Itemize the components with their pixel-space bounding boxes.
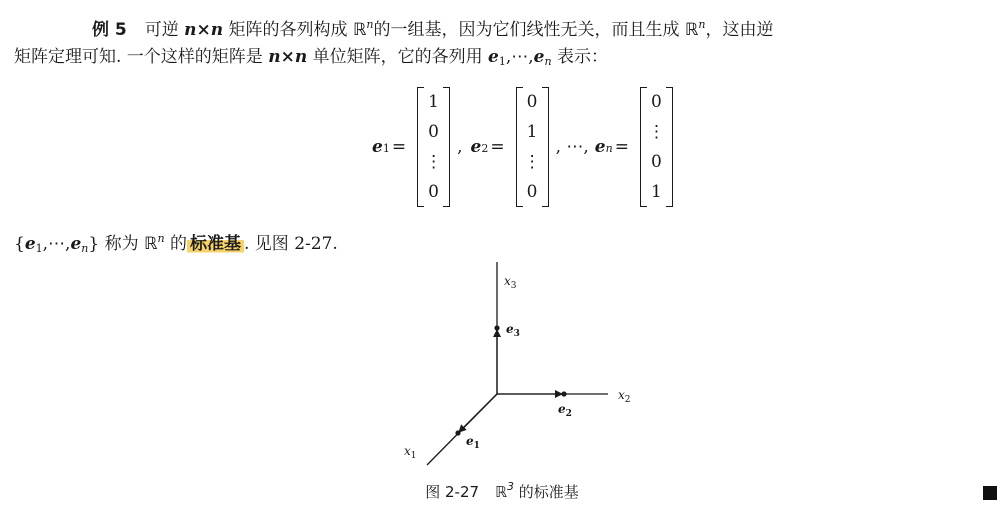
example-label: 例 5 <box>92 20 127 40</box>
matrix-e2 <box>516 87 549 207</box>
matrix-cell: 0 <box>651 92 662 112</box>
e1-vector <box>459 394 497 432</box>
matrix-cell: 0 <box>428 122 439 142</box>
text-segment: 称为 <box>104 234 139 254</box>
r3-exponent: 3 <box>506 480 514 493</box>
equals-sign: = <box>614 137 629 157</box>
e3-label: $e_3$ <box>506 322 520 339</box>
r3-symbol: ℝ <box>495 483 507 501</box>
equals-sign: = <box>391 137 407 157</box>
matrix-cell: ⋮ <box>425 152 443 172</box>
axes-diagram <box>380 262 670 472</box>
x2-label: $x_2$ <box>618 388 631 405</box>
caption-number: 图 2-27 <box>425 483 480 501</box>
e1-point <box>455 430 460 435</box>
figure-caption <box>0 480 1004 502</box>
e-symbol: e <box>533 47 545 67</box>
en-lhs <box>595 137 633 157</box>
subscript: 1 <box>382 142 390 155</box>
text-segment: 矩阵定理可知. 一个这样的矩阵是 <box>14 47 263 67</box>
e1-label: $e_1$ <box>466 434 480 451</box>
comma: , <box>457 137 463 157</box>
matrix-cell: 0 <box>651 152 662 172</box>
rn-exponent: n <box>698 18 706 31</box>
matrix-cell: ⋮ <box>523 152 541 172</box>
text-segment: 单位矩阵，它的各列用 <box>312 47 483 67</box>
matrix-cell: 1 <box>651 182 662 202</box>
text-segment: 矩阵的各列构成 <box>228 20 348 40</box>
ellipsis: ,⋯, <box>505 47 534 67</box>
nxn-symbol: n×n <box>268 47 308 67</box>
text-segment: 的 <box>170 234 187 254</box>
basis-vectors-equation <box>372 82 680 212</box>
subscript: n <box>81 242 89 255</box>
end-of-example-square <box>983 486 997 500</box>
e-symbol: e <box>70 234 82 254</box>
nxn-symbol: n×n <box>184 20 224 40</box>
e2-label: $e_2$ <box>558 402 572 419</box>
e2-lhs <box>470 137 508 157</box>
e-symbol: e <box>470 137 482 157</box>
caption-text: 的标准基 <box>518 483 579 501</box>
subscript: n <box>544 55 552 68</box>
matrix-cell: 0 <box>428 182 439 202</box>
matrix-cell: 1 <box>428 92 439 112</box>
text-segment: ，这由逆 <box>705 20 774 40</box>
example-line-2 <box>14 42 994 77</box>
text-segment: 可逆 <box>144 20 179 40</box>
e-symbol: e <box>372 137 383 157</box>
text-segment: 的一组基，因为它们线性无关，而且生成 <box>373 20 680 40</box>
figure-standard-basis <box>380 262 670 472</box>
subscript: 1 <box>498 55 506 68</box>
e2-point <box>561 391 566 396</box>
matrix-cell: 0 <box>526 92 538 112</box>
e3-point <box>494 325 499 330</box>
rn-symbol: ℝ <box>352 20 367 40</box>
ellipsis: , ⋯, <box>555 137 589 157</box>
matrix-cell: 1 <box>526 122 538 142</box>
e-symbol: e <box>488 47 499 67</box>
e1-lhs <box>372 137 410 157</box>
example-line-1 <box>14 10 994 45</box>
subscript: 2 <box>481 142 489 155</box>
conclusion-line <box>14 224 994 264</box>
x3-label: $x_3$ <box>504 274 517 291</box>
matrix-cell: 0 <box>526 182 538 202</box>
x1-label: $x_1$ <box>404 444 417 461</box>
e-symbol: e <box>594 137 606 157</box>
e-symbol: e <box>24 234 36 254</box>
ellipsis: ,⋯, <box>42 234 71 254</box>
rn-exponent: n <box>157 232 165 245</box>
brace-close: } <box>88 234 100 254</box>
subscript: 1 <box>35 242 43 255</box>
text-segment: . 见图 2-27. <box>244 234 338 254</box>
highlighted-term: 标准基 <box>187 234 244 254</box>
matrix-en <box>640 87 673 207</box>
rn-symbol: ℝ <box>144 234 158 254</box>
subscript: n <box>605 142 613 155</box>
brace-open: { <box>14 234 25 254</box>
matrix-e1 <box>417 87 450 207</box>
rn-symbol: ℝ <box>684 20 699 40</box>
text-segment: 表示： <box>556 47 608 67</box>
matrix-cell: ⋮ <box>647 122 665 142</box>
equals-sign: = <box>490 137 505 157</box>
rn-exponent: n <box>366 18 374 31</box>
